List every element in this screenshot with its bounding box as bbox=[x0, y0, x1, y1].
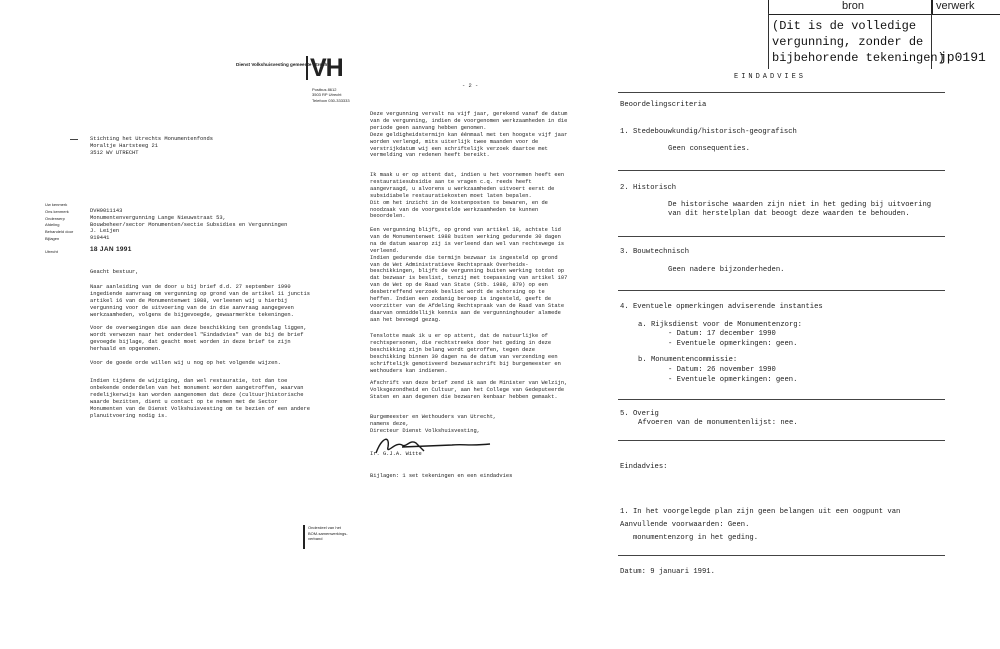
text-line: vergunning voor de uitvoering van de in die aanvraag aangegeven bbox=[90, 304, 294, 311]
text-line: Deze geldigheidstermijn kan éénmaal met ten hoogste vijf jaar bbox=[370, 131, 568, 138]
text-line: planuitvoering nodig is. bbox=[90, 412, 168, 419]
footer-divider bbox=[303, 525, 305, 549]
ref-value: Bouwbeheer/sector Monumenten/sectie Subsidies en Vergunningen bbox=[90, 221, 288, 228]
text-line: daarvan onmiddellijk kennis aan de vergunninghouder alsmede bbox=[370, 309, 561, 316]
ref-value: J. Leijen bbox=[90, 228, 120, 235]
section-1-text: Geen consequenties. bbox=[668, 145, 750, 153]
text-line: onbekende onderdelen van het monument worden aangetroffen, waarvan bbox=[90, 384, 304, 391]
letter-paragraph bbox=[90, 325, 307, 353]
section-4b-date: - Datum: 26 november 1990 bbox=[668, 366, 776, 374]
text-line: artikel 16 van de Monumentenwet 1988, verleenen wij u hierbij bbox=[90, 297, 288, 304]
text-line: Voor de overwegingen die aan deze beschikking ten grondslag liggen, bbox=[90, 325, 307, 331]
section-5-title: 5. Overig bbox=[620, 410, 659, 418]
page2-paragraph bbox=[370, 380, 567, 401]
text-line: namens deze, bbox=[370, 420, 409, 427]
text-line: Tenslotte maak ik u er op attent, dat de natuurlijke of bbox=[370, 333, 548, 339]
text-line: beschikking binnen 30 dagen na de datum van verzending een bbox=[370, 353, 558, 360]
eindadvies-heading: EINDADVIES bbox=[734, 73, 807, 81]
text-line: periode geen aanvang hebben genomen. bbox=[370, 124, 487, 131]
eindadvies-subheading: Eindadvies: bbox=[620, 463, 668, 471]
section-2-title: 2. Historisch bbox=[620, 184, 677, 192]
text-line: verstrijkdatum wij een schriftelijk verzoek daartoe met bbox=[370, 145, 548, 152]
section-3-text: Geen nadere bijzonderheden. bbox=[668, 266, 785, 274]
text-line: 1. In het voorgelegde plan zijn geen belangen uit een oogpunt van bbox=[620, 508, 901, 517]
text-line: beoordelen. bbox=[370, 213, 406, 220]
text-line: Staten en aan degenen die bezwaren kenbaar hebben gemaakt. bbox=[370, 393, 558, 400]
ref-value: DVH9011143 bbox=[90, 208, 123, 214]
footer-line: verband bbox=[308, 536, 323, 542]
text-line: beschikking zijn belang wordt getroffen, tegen deze bbox=[370, 346, 535, 353]
stamp-bron-label: bron bbox=[842, 0, 865, 12]
divider-line bbox=[618, 290, 945, 291]
stamp-note-line: vergunning, zonder de bbox=[772, 35, 924, 49]
address-block bbox=[312, 87, 350, 103]
text-line: Volksgezondheid en Cultuur, aan het College van Gedeputeerde bbox=[370, 386, 565, 393]
divider-line bbox=[618, 399, 945, 400]
ref-label: Onderwerp bbox=[45, 215, 65, 221]
page2-paragraph bbox=[370, 227, 567, 324]
text-line: Indien tijdens de wijziging, dan wel restauratie, tot dan toe bbox=[90, 378, 288, 384]
text-line: Burgemeester en Wethouders van Utrecht, bbox=[370, 414, 497, 420]
archive-stamp bbox=[768, 0, 1000, 70]
greeting: Geacht bestuur, bbox=[90, 269, 139, 275]
vh-logo: VH bbox=[310, 54, 343, 82]
text-line: werkzaamheden, volgens de bijgevoegde, gewaarmerkte tekeningen. bbox=[90, 311, 294, 318]
letter-paragraph bbox=[90, 378, 310, 419]
reference-values bbox=[90, 208, 287, 242]
text-line: verleend. bbox=[370, 247, 400, 254]
text-line: Een vergunning blijft, op grond van artikel 18, achtste lid bbox=[370, 227, 561, 233]
text-line: ingediende aanvraag om vergunning op grond van de artikel 11 junctis bbox=[90, 290, 310, 297]
text-line: dat bezwaar is beslist, tenzij met toepassing van artikel 107 bbox=[370, 275, 568, 282]
text-line: redelijkerwijs kan worden aangenomen dat deze (cultuur)historische bbox=[90, 391, 304, 398]
text-line: van de Wet Administratieve Rechtspraak Overheids- bbox=[370, 261, 529, 268]
footer-note bbox=[308, 525, 348, 542]
section-4b-title: b. Monumentencommissie: bbox=[638, 356, 738, 364]
text-line: van dit herstelplan dat beoogt deze waarden te behouden. bbox=[668, 209, 910, 218]
aanvullende-voorwaarden: Aanvullende voorwaarden: Geen. bbox=[620, 521, 750, 529]
text-line: Naar aanleiding van de door u bij brief d.d. 27 september 1990 bbox=[90, 284, 291, 290]
text-line: waarde bezitten, dient u contact op te nemen met de Sector bbox=[90, 398, 278, 405]
footer-line: Onderdeel van het bbox=[308, 525, 341, 530]
text-line: aangevraagd, u alvorens u werkzaamheden uitvoert eerst de bbox=[370, 185, 555, 192]
attachments-line: Bijlagen: 1 set tekeningen en een eindadvies bbox=[370, 473, 513, 479]
advies-date: Datum: 9 januari 1991. bbox=[620, 568, 715, 576]
text-line: Afschrift van deze brief zend ik aan de Minister van Welzijn, bbox=[370, 380, 568, 386]
reference-labels bbox=[45, 202, 73, 243]
page2-paragraph bbox=[370, 333, 561, 374]
text-line: wordt verwezen naar het onderdeel "Eindadvies" van de bij de brief bbox=[90, 331, 304, 338]
ref-value: Monumentenvergunning Lange Nieuwstraat 53, bbox=[90, 214, 226, 221]
text-line: rechtspersonen, die rechtstreeks door het geding in deze bbox=[370, 339, 552, 346]
ref-value: 919441 bbox=[90, 235, 110, 242]
text-line: van de vergunning, indien de voorgenomen werkzaamheden in die bbox=[370, 117, 568, 124]
text-line: restauratiesubsidie aan te vragen c.q. reeds heeft bbox=[370, 178, 532, 185]
text-line: herhaald en opgenomen. bbox=[90, 345, 162, 352]
letter-paragraph bbox=[90, 284, 310, 319]
closing-block bbox=[370, 414, 496, 435]
ref-label: Ons kenmerk bbox=[45, 208, 69, 214]
section-4a-remark: - Eventuele opmerkingen: geen. bbox=[668, 340, 798, 348]
page2-paragraph bbox=[370, 111, 567, 159]
text-line: wethouders kan indienen. bbox=[370, 367, 448, 374]
section-4a-title: a. Rijksdienst voor de Monumentenzorg: bbox=[638, 321, 802, 329]
text-line: subsidiabele restauratiekosten moet laten bepalen. bbox=[370, 192, 532, 199]
sender-line: Dienst Volkshuisvesting gemeente Utrecht bbox=[236, 62, 329, 67]
section-1-title: 1. Stedebouwkundig/historisch-geografisch bbox=[620, 128, 797, 136]
footer-line: BOM-samenwerkings- bbox=[308, 530, 348, 536]
text-line: gevoegde bijlage, dat geacht moet worden in deze brief te zijn bbox=[90, 338, 291, 345]
recipient-line: Moraltje Hartsteeg 21 bbox=[90, 143, 158, 149]
text-line: na de datum waarop zij is verleend dan wel van rechtswege is bbox=[370, 240, 565, 247]
text-line: aan het bevoegd gezag. bbox=[370, 316, 442, 323]
letter-paragraph bbox=[90, 360, 281, 367]
text-line: van de Monumentenwet 1988 buiten werking gedurende 30 dagen bbox=[370, 233, 561, 240]
text-line: Voor de goede orde willen wij u nog op het volgende wijzen. bbox=[90, 360, 281, 366]
divider-line bbox=[618, 555, 945, 556]
text-line: van de Wet op de Raad van State (Stb. 1988, 870) op een bbox=[370, 282, 548, 289]
text-line: Ik maak u er op attent dat, indien u het voornemen heeft een bbox=[370, 172, 565, 178]
ref-label: Afdeling bbox=[45, 222, 60, 228]
text-line: Indien gedurende die termijn bezwaar is ingesteld op grond bbox=[370, 254, 558, 261]
stamp-code: jp0191 bbox=[939, 50, 986, 65]
address-line: Postbus 8612 bbox=[312, 87, 337, 92]
recipient-line: Stichting het Utrechts Monumentenfonds bbox=[90, 136, 213, 142]
logo-divider bbox=[306, 56, 308, 80]
divider-line bbox=[618, 170, 945, 171]
date-stamp: 18 JAN 1991 bbox=[90, 246, 132, 253]
divider-line bbox=[618, 92, 945, 93]
recipient-block bbox=[90, 136, 213, 157]
divider-line bbox=[618, 236, 945, 237]
section-3-title: 3. Bouwtechnisch bbox=[620, 248, 690, 256]
text-line: Directeur Dienst Volkshuisvesting, bbox=[370, 427, 480, 434]
address-line: Telefoon 030-333333 bbox=[312, 97, 350, 103]
text-line: Monumenten van de Dienst Volkshuisvesting om te bezien of een andere bbox=[90, 405, 310, 412]
text-line: monumentenzorg in het geding. bbox=[620, 533, 759, 542]
stamp-left-border bbox=[768, 13, 769, 69]
section-4b-remark: - Eventuele opmerkingen: geen. bbox=[668, 376, 798, 384]
stamp-note bbox=[772, 18, 945, 66]
text-line: Deze vergunning vervalt na vijf jaar, gerekend vanaf de datum bbox=[370, 111, 568, 117]
recipient-mark bbox=[70, 139, 78, 140]
stamp-verwerk-label: verwerk bbox=[936, 0, 975, 12]
recipient-line: 3512 WV UTRECHT bbox=[90, 150, 139, 156]
text-line: voorzitter van de Afdeling Rechtspraak van de Raad van State bbox=[370, 302, 565, 309]
divider-line bbox=[618, 440, 945, 441]
signatory: Ir. G.J.A. Witte bbox=[370, 451, 422, 457]
stamp-note-line: bijbehorende tekeningen) bbox=[772, 51, 945, 65]
section-5-text: Afvoeren van de monumentenlijst: nee. bbox=[638, 419, 798, 427]
address-line: 3503 RP Utrecht bbox=[312, 92, 342, 98]
section-2-text bbox=[668, 201, 931, 218]
section-4a-date: - Datum: 17 december 1990 bbox=[668, 330, 776, 338]
text-line: noodzaak van de voorgestelde werkzaamheden te kunnen bbox=[370, 206, 539, 213]
criteria-heading: Beoordelingscriteria bbox=[620, 101, 707, 109]
text-line: vermelding van redenen heeft bereikt. bbox=[370, 152, 490, 159]
stamp-note-line: (Dit is de volledige bbox=[772, 19, 917, 33]
date-label: Utrecht bbox=[45, 249, 58, 254]
ref-label: Uw kenmerk bbox=[45, 202, 68, 207]
text-line: beschikkingen, blijft de vergunning buiten werking totdat op bbox=[370, 268, 565, 275]
text-line: heffen. Indien een zodanig beroep is ingesteld, geeft de bbox=[370, 296, 552, 303]
text-line: De historische waarden zijn niet in het geding bij uitvoering bbox=[668, 201, 932, 209]
page-number: - 2 - bbox=[462, 83, 479, 89]
text-line: schriftelijk gemotiveerd bezwaarschrift bij burgemeester en bbox=[370, 360, 561, 367]
ref-label: Bijlagen bbox=[45, 235, 60, 241]
text-line: desbetreffend verzoek besliot wordt de schorsing op te bbox=[370, 289, 545, 296]
page2-paragraph bbox=[370, 172, 564, 220]
text-line: Dit om het inzicht in de kostenposten te bewaren, en de bbox=[370, 199, 548, 206]
ref-label: Behandeld door bbox=[45, 229, 74, 235]
text-line: worden verlengd, mits uiterlijk twee maanden voor de bbox=[370, 138, 539, 145]
section-4-title: 4. Eventuele opmerkingen adviserende instanties bbox=[620, 303, 823, 311]
